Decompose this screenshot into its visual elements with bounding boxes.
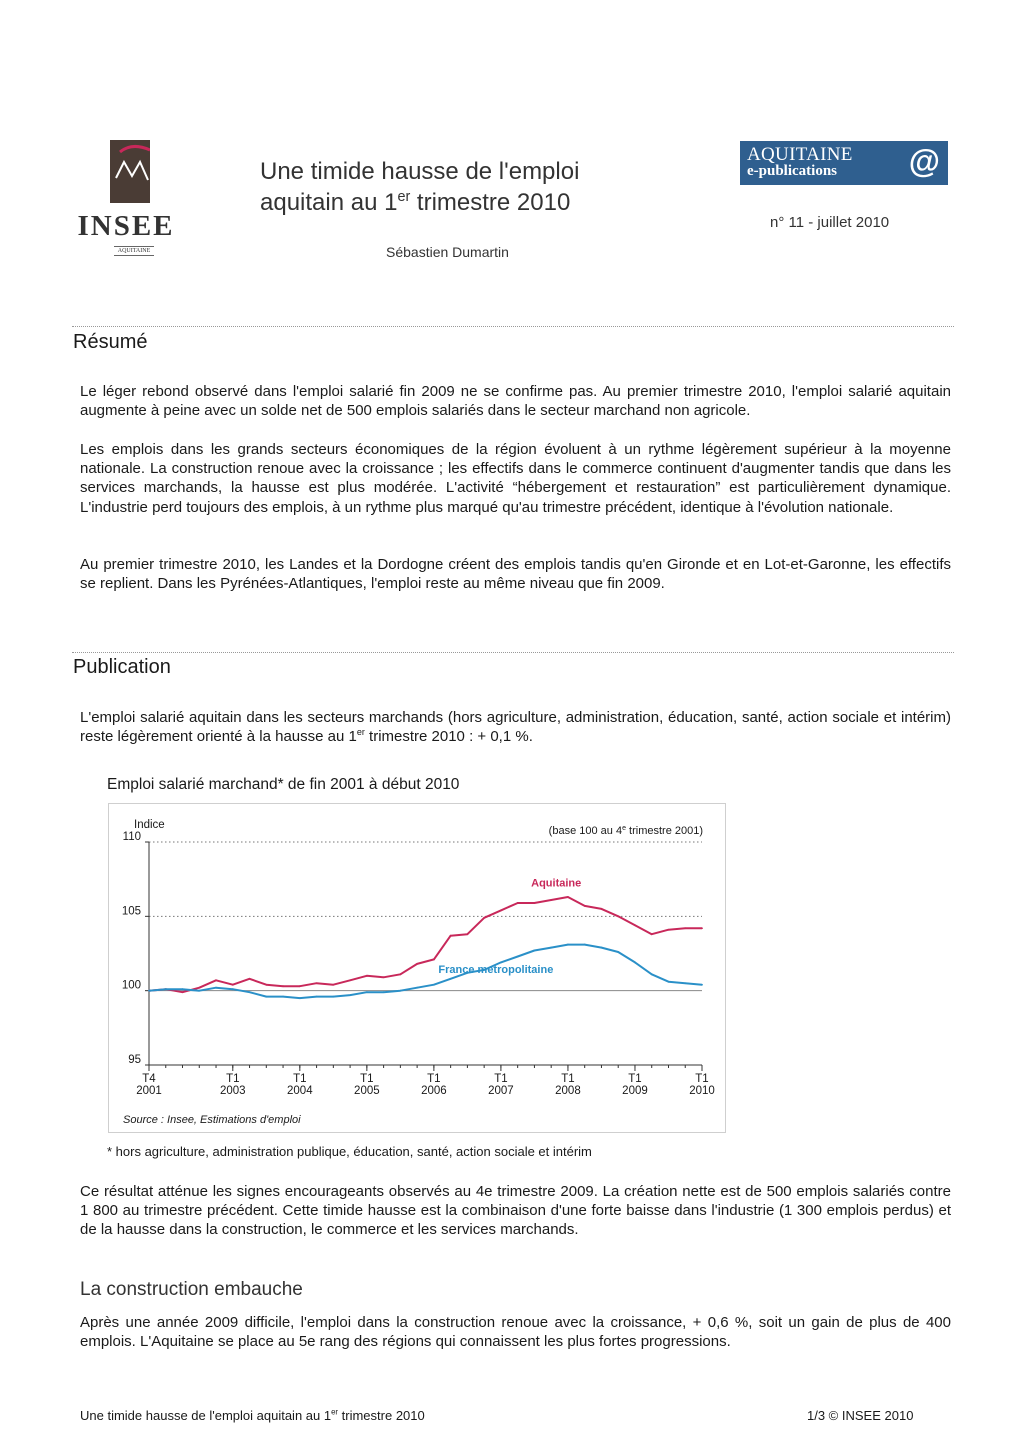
x-tick-label-year: 2004 [287, 1085, 313, 1097]
data-point-aquitaine [349, 979, 351, 981]
data-point-aquitaine [684, 927, 686, 929]
data-point-france-metropolitaine [550, 947, 552, 949]
data-point-aquitaine [634, 924, 636, 926]
x-tick-label-year: 2005 [354, 1085, 380, 1097]
data-point-france-metropolitaine [182, 988, 184, 990]
data-point-aquitaine [584, 905, 586, 907]
data-point-aquitaine [483, 917, 485, 919]
publication-intro: L'emploi salarié aquitain dans les secteurs marchands (hors agriculture, administration, éducation, santé, action sociale et intérim) reste légèrement orienté à la hausse au 1er trimestre 2010 : + 0,1 %. [80, 709, 951, 746]
x-tick-label-year: 2007 [488, 1085, 514, 1097]
issue-number: n° 11 - juillet 2010 [770, 214, 890, 231]
x-tick-label-quarter: T1 [628, 1073, 642, 1085]
resume-paragraph-1: Le léger rebond observé dans l'emploi salarié fin 2009 ne se confirme pas. Au premier trimestre 2010, l'emploi salarié aquitain augmente à peine avec un solde net de 500 emplois salariés dans le secteur marchand non agricole. [80, 383, 951, 420]
section-divider [72, 652, 954, 653]
y-tick-label-110: 110 [122, 831, 141, 843]
y-tick-label-105: 105 [121, 905, 141, 918]
employment-index-chart [109, 804, 725, 1132]
chart-title: Emploi salarié marchand* de fin 2001 à début 2010 [107, 776, 460, 793]
construction-paragraph: Après une année 2009 difficile, l'emploi dans la construction renoue avec la croissance, + 0,6 %, soit un gain de plus de 400 emplois. L'Aquitaine se place au 5e rang des régions qui connaissent les plus fortes progressions. [80, 1314, 951, 1351]
data-point-france-metropolitaine [517, 956, 519, 958]
data-point-france-metropolitaine [701, 984, 703, 986]
chart-footnote: * hors agriculture, administration publique, éducation, santé, action sociale et intérim [107, 1144, 592, 1159]
data-point-aquitaine [416, 963, 418, 965]
x-tick-label-quarter: T1 [226, 1073, 240, 1085]
data-point-aquitaine [701, 927, 703, 929]
data-point-france-metropolitaine [349, 994, 351, 996]
data-point-france-metropolitaine [584, 944, 586, 946]
construction-heading: La construction embauche [80, 1279, 303, 1300]
x-tick-label-quarter: T4 [142, 1073, 156, 1085]
resume-paragraph-3: Au premier trimestre 2010, les Landes et la Dordogne créent des emplois tandis qu'en Gironde et en Lot-et-Garonne, les effectifs se replient. Dans les Pyrénées-Atlantiques, l'emploi reste au même niveau que fin 2009. [80, 556, 951, 593]
data-point-france-metropolitaine [450, 978, 452, 980]
data-point-aquitaine [198, 987, 200, 989]
title-line-1: Une timide hausse de l'emploi [260, 158, 580, 185]
x-tick-label-year: 2010 [689, 1085, 715, 1097]
data-point-france-metropolitaine [299, 997, 301, 999]
y-tick-label-100: 100 [121, 979, 141, 992]
data-point-france-metropolitaine [433, 984, 435, 986]
badge-line-1: AQUITAINE [747, 144, 853, 165]
data-point-france-metropolitaine [282, 996, 284, 998]
publication-paragraph: Ce résultat atténue les signes encourageants observés au 4e trimestre 2009. La création nette est de 500 emplois salariés contre 1 800 au trimestre précédent. Cette timide hausse est la combinaison d'une forte baisse dans l'industrie (1 300 emplois perdus) et de la hausse dans la construction, le commerce et les services marchands. [80, 1183, 951, 1239]
x-tick-label-year: 2009 [622, 1085, 648, 1097]
data-point-aquitaine [567, 896, 569, 898]
title-line-2: aquitain au 1er trimestre 2010 [260, 189, 571, 216]
x-tick-label-year: 2001 [136, 1085, 162, 1097]
base-note: (base 100 au 4e trimestre 2001) [548, 825, 703, 837]
data-point-aquitaine [450, 935, 452, 937]
data-point-aquitaine [617, 915, 619, 917]
resume-heading: Résumé [73, 331, 148, 353]
data-point-france-metropolitaine [651, 973, 653, 975]
x-tick-label-quarter: T1 [427, 1073, 441, 1085]
insee-logo-region: AQUITAINE [114, 246, 154, 256]
data-point-france-metropolitaine [684, 982, 686, 984]
x-tick-label-year: 2008 [555, 1085, 581, 1097]
x-tick-label-quarter: T1 [293, 1073, 307, 1085]
resume-paragraph-2: Les emplois dans les grands secteurs économiques de la région évoluent à un rythme légèrement supérieur à la moyenne nationale. La construction renoue avec la croissance ; les effectifs dans le commerce continuent d'augmenter tandis que dans les services marchands, la hausse est plus modérée. L'activité “hébergement et restauration” est particulièrement dynamique. L'industrie perd toujours des emplois, à un rythme plus marqué qu'au trimestre précédent, identique à l'évolution nationale. [80, 441, 951, 516]
y-tick-label-95: 95 [128, 1054, 141, 1066]
x-tick-label-year: 2003 [219, 1085, 246, 1097]
data-point-france-metropolitaine [198, 990, 200, 992]
data-point-aquitaine [232, 984, 234, 986]
data-point-france-metropolitaine [249, 991, 251, 993]
section-divider [72, 326, 954, 327]
data-point-aquitaine [601, 908, 603, 910]
aquitaine-epublications-badge [740, 141, 948, 185]
series-line-france-metropolitaine [149, 945, 702, 999]
data-point-aquitaine [282, 985, 284, 987]
data-point-france-metropolitaine [332, 996, 334, 998]
series-label-france-metropolitaine: France metropolitaine [438, 963, 554, 976]
at-sign-icon: @ [908, 143, 940, 179]
chart-source: Source : Insee, Estimations d'emploi [123, 1114, 301, 1126]
data-point-france-metropolitaine [634, 962, 636, 964]
data-point-france-metropolitaine [383, 991, 385, 993]
data-point-france-metropolitaine [601, 947, 603, 949]
data-point-france-metropolitaine [215, 987, 217, 989]
data-point-aquitaine [383, 976, 385, 978]
data-point-france-metropolitaine [668, 981, 670, 983]
data-point-aquitaine [517, 902, 519, 904]
x-tick-label-quarter: T1 [360, 1073, 374, 1085]
y-axis-label: Indice [134, 819, 165, 831]
badge-line-2: e-publications [747, 163, 838, 179]
data-point-france-metropolitaine [366, 991, 368, 993]
x-tick-label-quarter: T1 [561, 1073, 575, 1085]
data-point-aquitaine [249, 978, 251, 980]
insee-logo-mark [110, 140, 150, 203]
data-point-aquitaine [534, 902, 536, 904]
data-point-france-metropolitaine [232, 988, 234, 990]
data-point-france-metropolitaine [165, 988, 167, 990]
data-point-aquitaine [433, 959, 435, 961]
x-tick-label-quarter: T1 [494, 1073, 508, 1085]
data-point-aquitaine [316, 982, 318, 984]
author-name: Sébastien Dumartin [386, 244, 509, 260]
insee-logo-name: INSEE [77, 210, 175, 242]
data-point-france-metropolitaine [567, 944, 569, 946]
data-point-aquitaine [651, 933, 653, 935]
data-point-france-metropolitaine [265, 996, 267, 998]
data-point-france-metropolitaine [148, 990, 150, 992]
data-point-aquitaine [182, 991, 184, 993]
series-label-aquitaine: Aquitaine [531, 877, 582, 890]
footer-page-copyright: 1/3 © INSEE 2010 [807, 1408, 914, 1423]
page-title [260, 156, 700, 218]
data-point-aquitaine [399, 973, 401, 975]
data-point-france-metropolitaine [316, 996, 318, 998]
data-point-aquitaine [500, 909, 502, 911]
data-point-aquitaine [299, 985, 301, 987]
x-tick-label-year: 2006 [421, 1085, 447, 1097]
data-point-aquitaine [466, 933, 468, 935]
data-point-aquitaine [265, 984, 267, 986]
data-point-aquitaine [215, 979, 217, 981]
data-point-france-metropolitaine [416, 987, 418, 989]
x-tick-label-quarter: T1 [695, 1073, 709, 1085]
chart-frame [108, 803, 726, 1133]
data-point-aquitaine [668, 929, 670, 931]
data-point-france-metropolitaine [399, 990, 401, 992]
publication-heading: Publication [73, 656, 171, 678]
series-line-aquitaine [149, 897, 702, 992]
data-point-aquitaine [550, 899, 552, 901]
footer-title: Une timide hausse de l'emploi aquitain au 1er trimestre 2010 [80, 1407, 425, 1423]
data-point-france-metropolitaine [534, 950, 536, 952]
insee-logo [76, 140, 176, 260]
data-point-aquitaine [332, 984, 334, 986]
data-point-france-metropolitaine [617, 951, 619, 953]
data-point-aquitaine [366, 975, 368, 977]
